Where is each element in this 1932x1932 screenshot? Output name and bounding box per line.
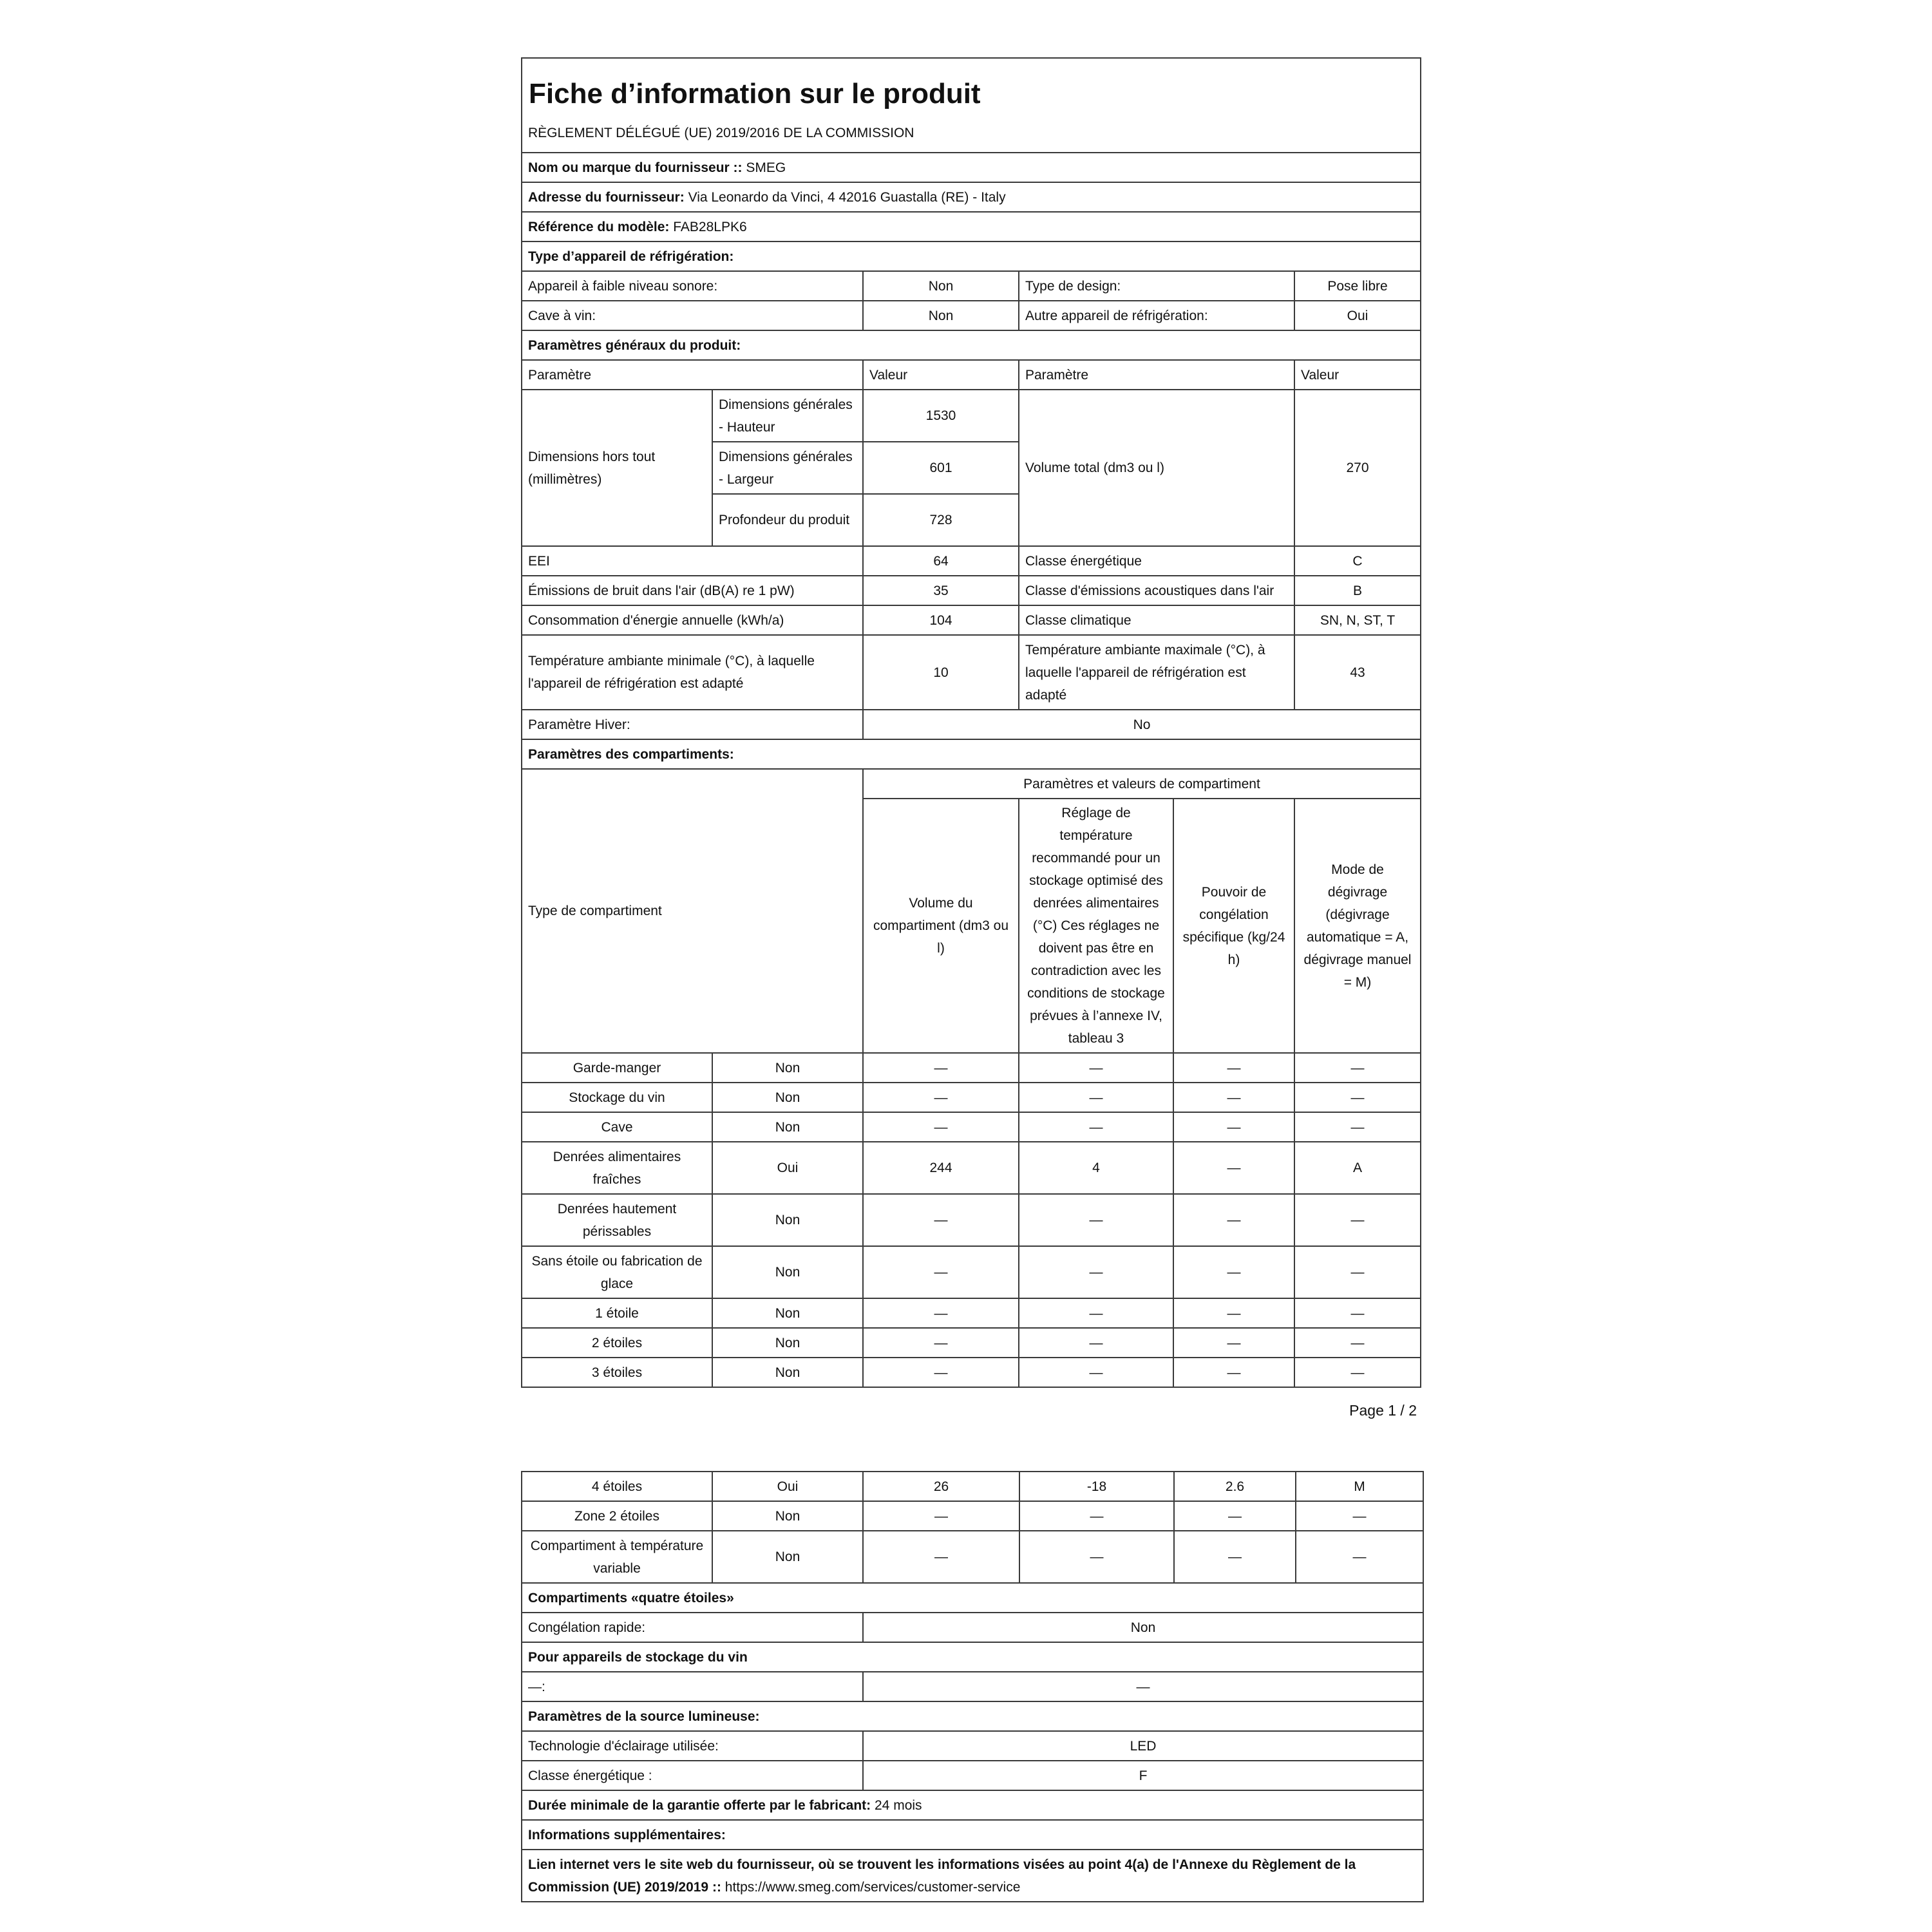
compartment-name: Sans étoile ou fabrication de glace bbox=[522, 1246, 712, 1298]
param-label: Émissions de bruit dans l'air (dB(A) re 1 pW) bbox=[522, 576, 863, 605]
compartment-defrost: — bbox=[1294, 1298, 1421, 1328]
param-label: Classe d'émissions acoustiques dans l'air bbox=[1019, 576, 1294, 605]
compartment-temperature: — bbox=[1019, 1298, 1173, 1328]
compartment-volume: — bbox=[863, 1083, 1019, 1112]
compartment-present: Non bbox=[712, 1358, 863, 1387]
column-header: Valeur bbox=[863, 360, 1019, 390]
dimension-value: 601 bbox=[863, 442, 1019, 494]
column-header: Paramètre bbox=[522, 360, 863, 390]
compartment-volume: — bbox=[863, 1501, 1019, 1531]
general-param-row bbox=[522, 605, 1421, 635]
compartment-present: Non bbox=[712, 1194, 863, 1246]
dimension-label: Dimensions générales - Largeur bbox=[712, 442, 863, 494]
warranty-label: Durée minimale de la garantie offerte par le fabricant: bbox=[528, 1797, 871, 1813]
compartment-present: Non bbox=[712, 1531, 863, 1583]
compartment-defrost: — bbox=[1294, 1053, 1421, 1083]
page-number: Page 1 / 2 bbox=[1349, 1402, 1417, 1419]
param-value: 35 bbox=[863, 576, 1019, 605]
quick-freeze-label: Congélation rapide: bbox=[522, 1613, 863, 1642]
compartment-freezing: — bbox=[1173, 1112, 1294, 1142]
col-volume-header: Volume du compartiment (dm3 ou l) bbox=[863, 799, 1019, 1053]
compartment-freezing: — bbox=[1173, 1358, 1294, 1387]
compartment-defrost: — bbox=[1294, 1083, 1421, 1112]
wine-storage-heading: Pour appareils de stockage du vin bbox=[522, 1642, 1423, 1672]
compartment-freezing: — bbox=[1174, 1501, 1296, 1531]
compartment-temperature: 4 bbox=[1019, 1142, 1173, 1194]
compartment-name: 1 étoile bbox=[522, 1298, 712, 1328]
compartment-freezing: — bbox=[1173, 1246, 1294, 1298]
general-params-heading: Paramètres généraux du produit: bbox=[522, 330, 1421, 360]
compartment-present: Non bbox=[712, 1328, 863, 1358]
compartment-freezing: — bbox=[1173, 1194, 1294, 1246]
compartment-freezing: — bbox=[1173, 1142, 1294, 1194]
compartment-row bbox=[522, 1501, 1423, 1531]
compartment-defrost: — bbox=[1296, 1501, 1423, 1531]
compartment-temperature: — bbox=[1019, 1531, 1174, 1583]
compartment-volume: — bbox=[863, 1328, 1019, 1358]
compartment-present: Non bbox=[712, 1083, 863, 1112]
appliance-type-row bbox=[522, 271, 1421, 301]
param-value: C bbox=[1294, 546, 1421, 576]
col-temperature-header: Réglage de température recommandé pour un stockage optimisé des denrées alimentaires (°C) Ces réglages ne doivent pas être en contradiction avec les conditions de stockage prévues à l’annexe IV, tableau 3 bbox=[1019, 799, 1173, 1053]
compartment-freezing: — bbox=[1173, 1083, 1294, 1112]
compartment-name: Cave bbox=[522, 1112, 712, 1142]
compartment-temperature: — bbox=[1019, 1194, 1173, 1246]
compartment-present: Oui bbox=[712, 1472, 863, 1501]
four-star-heading: Compartiments «quatre étoiles» bbox=[522, 1583, 1423, 1613]
param-value: 43 bbox=[1294, 635, 1421, 710]
param-label: Température ambiante maximale (°C), à laquelle l'appareil de réfrigération est adapté bbox=[1019, 635, 1294, 710]
compartment-row bbox=[522, 1531, 1423, 1583]
param-value: Pose libre bbox=[1294, 271, 1421, 301]
supplier-website-link[interactable]: https://www.smeg.com/services/customer-service bbox=[721, 1879, 1021, 1895]
compartment-defrost: A bbox=[1294, 1142, 1421, 1194]
product-info-table-page1 bbox=[521, 57, 1421, 1388]
compartment-present: Non bbox=[712, 1053, 863, 1083]
compartment-defrost: — bbox=[1294, 1358, 1421, 1387]
dimension-label: Profondeur du produit bbox=[712, 494, 863, 546]
compartment-volume: — bbox=[863, 1112, 1019, 1142]
compartment-temperature: — bbox=[1019, 1328, 1173, 1358]
wine-storage-row bbox=[522, 1672, 1423, 1701]
additional-info-heading: Informations supplémentaires: bbox=[522, 1820, 1423, 1850]
compartment-defrost: — bbox=[1294, 1194, 1421, 1246]
appliance-type-row bbox=[522, 301, 1421, 330]
warranty-value: 24 mois bbox=[871, 1797, 922, 1813]
compartment-name: Denrées alimentaires fraîches bbox=[522, 1142, 712, 1194]
quick-freeze-value: Non bbox=[863, 1613, 1423, 1642]
compartment-row bbox=[522, 1358, 1421, 1387]
compartment-temperature: — bbox=[1019, 1112, 1173, 1142]
compartment-name: Stockage du vin bbox=[522, 1083, 712, 1112]
general-param-row bbox=[522, 635, 1421, 710]
compartment-name: 3 étoiles bbox=[522, 1358, 712, 1387]
compartment-present: Non bbox=[712, 1112, 863, 1142]
compartment-volume: 26 bbox=[863, 1472, 1019, 1501]
winter-param-row bbox=[522, 710, 1421, 739]
compartment-name: Compartiment à température variable bbox=[522, 1531, 712, 1583]
param-label: Classe climatique bbox=[1019, 605, 1294, 635]
model-reference-row bbox=[522, 212, 1421, 242]
param-value: SN, N, ST, T bbox=[1294, 605, 1421, 635]
col-defrost-header: Mode de dégivrage (dégivrage automatique = A, dégivrage manuel = M) bbox=[1294, 799, 1421, 1053]
wine-storage-value: — bbox=[863, 1672, 1423, 1701]
supplier-website-label: Lien internet vers le site web du fournisseur, où se trouvent les informations visées au point 4(a) de l'Annexe du Règlement de la Commission (UE) 2019/2019 :: bbox=[528, 1857, 1356, 1895]
compartment-params-header: Paramètres et valeurs de compartiment bbox=[863, 769, 1421, 799]
compartment-temperature: — bbox=[1019, 1358, 1173, 1387]
param-value: Non bbox=[863, 271, 1019, 301]
supplier-name-label: Nom ou marque du fournisseur :: bbox=[528, 160, 743, 175]
compartment-temperature: — bbox=[1019, 1501, 1174, 1531]
column-header: Valeur bbox=[1294, 360, 1421, 390]
appliance-type-heading: Type d’appareil de réfrigération: bbox=[522, 242, 1421, 271]
param-value: 64 bbox=[863, 546, 1019, 576]
supplier-address-row bbox=[522, 182, 1421, 212]
regulation-reference: RÈGLEMENT DÉLÉGUÉ (UE) 2019/2016 DE LA COMMISSION bbox=[522, 115, 1421, 153]
compartment-temperature: — bbox=[1019, 1053, 1173, 1083]
column-header: Paramètre bbox=[1019, 360, 1294, 390]
compartment-volume: — bbox=[863, 1298, 1019, 1328]
param-label: Température ambiante minimale (°C), à laquelle l'appareil de réfrigération est adapté bbox=[522, 635, 863, 710]
compartment-temperature: -18 bbox=[1019, 1472, 1174, 1501]
compartment-volume: — bbox=[863, 1053, 1019, 1083]
compartment-row bbox=[522, 1142, 1421, 1194]
light-tech-row bbox=[522, 1731, 1423, 1761]
param-value: Non bbox=[863, 301, 1019, 330]
compartment-freezing: — bbox=[1173, 1298, 1294, 1328]
param-label: Autre appareil de réfrigération: bbox=[1019, 301, 1294, 330]
compartment-defrost: — bbox=[1294, 1246, 1421, 1298]
param-label: Appareil à faible niveau sonore: bbox=[522, 271, 863, 301]
winter-param-label: Paramètre Hiver: bbox=[522, 710, 863, 739]
col-freezing-header: Pouvoir de congélation spécifique (kg/24 h) bbox=[1173, 799, 1294, 1053]
param-label: Classe énergétique bbox=[1019, 546, 1294, 576]
supplier-address-value: Via Leonardo da Vinci, 4 42016 Guastalla (RE) - Italy bbox=[684, 189, 1006, 205]
compartment-row bbox=[522, 1083, 1421, 1112]
compartment-volume: — bbox=[863, 1358, 1019, 1387]
compartment-volume: — bbox=[863, 1531, 1019, 1583]
compartment-name: 2 étoiles bbox=[522, 1328, 712, 1358]
quick-freeze-row bbox=[522, 1613, 1423, 1642]
param-label: Type de design: bbox=[1019, 271, 1294, 301]
supplier-address-label: Adresse du fournisseur: bbox=[528, 189, 685, 205]
compartment-defrost: — bbox=[1294, 1112, 1421, 1142]
compartment-row bbox=[522, 1194, 1421, 1246]
light-class-label: Classe énergétique : bbox=[522, 1761, 863, 1790]
compartment-row bbox=[522, 1328, 1421, 1358]
general-params-header-row bbox=[522, 360, 1421, 390]
compartment-freezing: — bbox=[1174, 1531, 1296, 1583]
param-label: Cave à vin: bbox=[522, 301, 863, 330]
compartment-row bbox=[522, 1472, 1423, 1501]
compartment-volume: — bbox=[863, 1246, 1019, 1298]
compartment-name: Garde-manger bbox=[522, 1053, 712, 1083]
wine-storage-label: —: bbox=[522, 1672, 863, 1701]
compartment-row bbox=[522, 1053, 1421, 1083]
compartment-temperature: — bbox=[1019, 1246, 1173, 1298]
param-value: Oui bbox=[1294, 301, 1421, 330]
model-reference-value: FAB28LPK6 bbox=[669, 219, 747, 234]
light-tech-value: LED bbox=[863, 1731, 1423, 1761]
compartment-defrost: — bbox=[1294, 1328, 1421, 1358]
total-volume-value: 270 bbox=[1294, 390, 1421, 546]
product-info-table-page2 bbox=[521, 1471, 1424, 1902]
document-title: Fiche d’information sur le produit bbox=[522, 58, 1421, 115]
total-volume-label: Volume total (dm3 ou l) bbox=[1019, 390, 1294, 546]
supplier-name-row bbox=[522, 153, 1421, 182]
param-value: B bbox=[1294, 576, 1421, 605]
dimensions-label: Dimensions hors tout (millimètres) bbox=[522, 390, 712, 546]
compartment-name: Denrées hautement périssables bbox=[522, 1194, 712, 1246]
dimension-label: Dimensions générales - Hauteur bbox=[712, 390, 863, 442]
light-class-value: F bbox=[863, 1761, 1423, 1790]
general-param-row bbox=[522, 546, 1421, 576]
compartment-freezing: — bbox=[1173, 1328, 1294, 1358]
supplier-name-value: SMEG bbox=[742, 160, 786, 175]
compartment-temperature: — bbox=[1019, 1083, 1173, 1112]
warranty-row bbox=[522, 1790, 1423, 1820]
compartment-present: Non bbox=[712, 1298, 863, 1328]
general-param-row bbox=[522, 576, 1421, 605]
compartment-type-label: Type de compartiment bbox=[522, 769, 863, 1053]
param-label: Consommation d'énergie annuelle (kWh/a) bbox=[522, 605, 863, 635]
compartment-freezing: — bbox=[1173, 1053, 1294, 1083]
compartment-row bbox=[522, 1112, 1421, 1142]
compartment-volume: 244 bbox=[863, 1142, 1019, 1194]
light-class-row bbox=[522, 1761, 1423, 1790]
compartment-defrost: M bbox=[1296, 1472, 1423, 1501]
compartment-name: Zone 2 étoiles bbox=[522, 1501, 712, 1531]
compartment-row bbox=[522, 1246, 1421, 1298]
compartment-name: 4 étoiles bbox=[522, 1472, 712, 1501]
compartment-row bbox=[522, 1298, 1421, 1328]
compartment-present: Oui bbox=[712, 1142, 863, 1194]
compartment-present: Non bbox=[712, 1246, 863, 1298]
light-source-heading: Paramètres de la source lumineuse: bbox=[522, 1701, 1423, 1731]
light-tech-label: Technologie d'éclairage utilisée: bbox=[522, 1731, 863, 1761]
dimension-value: 1530 bbox=[863, 390, 1019, 442]
param-value: 104 bbox=[863, 605, 1019, 635]
compartment-freezing: 2.6 bbox=[1174, 1472, 1296, 1501]
compartment-defrost: — bbox=[1296, 1531, 1423, 1583]
compartments-heading: Paramètres des compartiments: bbox=[522, 739, 1421, 769]
compartment-volume: — bbox=[863, 1194, 1019, 1246]
winter-param-value: No bbox=[863, 710, 1421, 739]
param-value: 10 bbox=[863, 635, 1019, 710]
model-reference-label: Référence du modèle: bbox=[528, 219, 670, 234]
compartment-present: Non bbox=[712, 1501, 863, 1531]
dimension-value: 728 bbox=[863, 494, 1019, 546]
supplier-website-row bbox=[522, 1850, 1423, 1902]
param-label: EEI bbox=[522, 546, 863, 576]
